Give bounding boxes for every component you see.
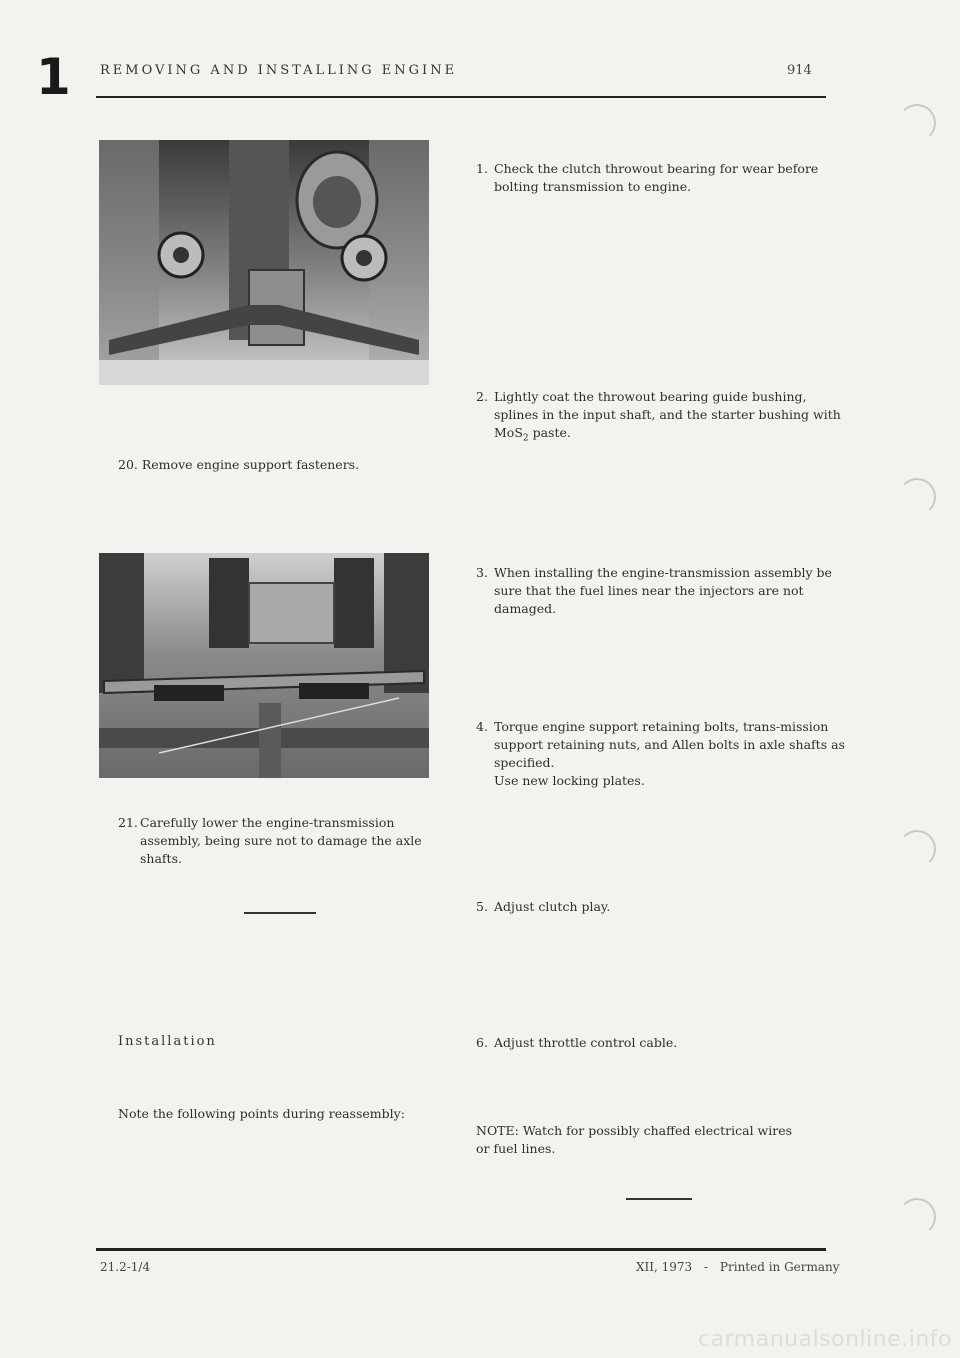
step-number: 2. [476,389,488,404]
install-step-5 [476,898,846,916]
page-code: 914 [787,63,812,78]
header-rule [96,96,826,98]
step-number: 6. [476,1035,488,1050]
step-20 [118,456,359,474]
step-text: Carefully lower the engine-transmission assembly, being sure not to damage the axle shafts. [140,815,422,866]
page-header-title: REMOVING AND INSTALLING ENGINE [100,63,458,78]
doc-code: 21.2-1/4 [100,1260,151,1274]
install-step-4 [476,718,846,790]
step-number: 21. [118,815,138,830]
binder-hole-mark [898,830,936,868]
section-divider [244,912,316,914]
watermark: carmanualsonline.info [698,1327,952,1352]
subscript: 2 [522,433,529,444]
footer-rule [96,1248,826,1251]
install-step-6 [476,1034,846,1052]
binder-hole-mark [898,104,936,142]
step-number: 5. [476,899,488,914]
step-text: Adjust throttle control cable. [494,1035,678,1050]
step-21 [118,814,438,868]
step-number: 3. [476,565,488,580]
step-number: 20. [118,457,138,472]
note: NOTE: Watch for possibly chaffed electrical wires or fuel lines. [476,1123,793,1156]
step-text: When installing the engine-transmission assembly be sure that the fuel lines near the injectors are not damaged. [494,565,832,616]
step-text: Torque engine support retaining bolts, trans-mission support retaining nuts, and Allen bolts in axle shafts as specified. Use new locking plates. [494,719,845,788]
install-step-1 [476,160,846,196]
section-number: 1 [36,48,71,106]
step-text: Check the clutch throwout bearing for wear before bolting transmission to engine. [494,161,819,194]
reassembly-intro: Note the following points during reassembly: [118,1106,405,1121]
step-number: 4. [476,719,488,734]
binder-hole-mark [898,1198,936,1236]
photo-engine-support-fasteners [99,140,429,385]
step-text: Lightly coat the throwout bearing guide bushing, splines in the input shaft, and the starter bushing with MoS$_2$ paste. [494,389,841,444]
step-text: Adjust clutch play. [494,899,611,914]
printed-location: Printed in Germany [719,1260,840,1274]
print-info [636,1260,840,1274]
installation-heading: Installation [118,1034,217,1049]
photo-lower-engine-transmission [99,553,429,778]
install-step-2 [476,388,846,448]
step-number: 1. [476,161,488,176]
install-step-3 [476,564,846,618]
print-separator: - [704,1260,709,1274]
step-text: Remove engine support fasteners. [141,457,360,472]
end-divider [626,1198,692,1200]
print-date: XII, 1973 [636,1260,693,1274]
binder-hole-mark [898,478,936,516]
